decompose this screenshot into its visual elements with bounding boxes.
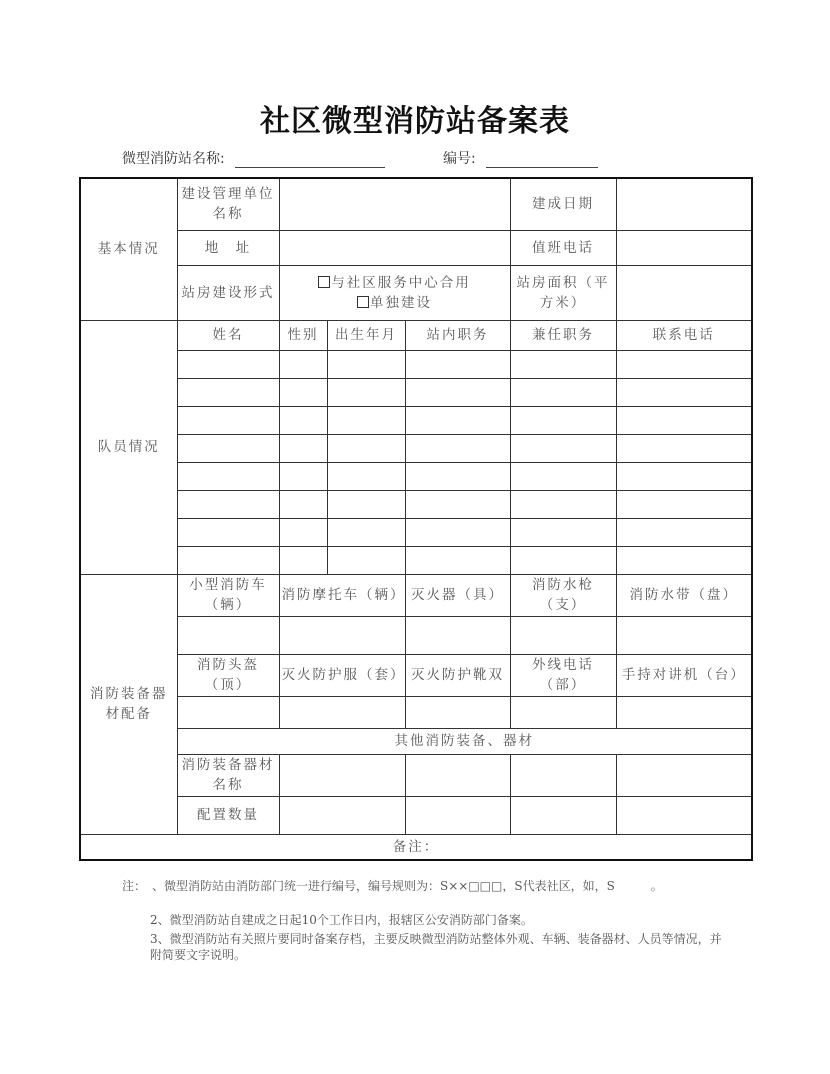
builder-label: 建设管理单位名称 bbox=[177, 178, 279, 230]
table-row bbox=[80, 434, 752, 462]
equip-label: 消防水枪（支） bbox=[510, 574, 616, 616]
remark-row[interactable]: 备注： bbox=[80, 834, 752, 860]
checkbox-icon[interactable] bbox=[357, 296, 369, 308]
equip-label: 消防头盔（顶） bbox=[177, 654, 279, 696]
station-name-label: 微型消防站名称: bbox=[122, 151, 225, 167]
builder-value[interactable] bbox=[279, 178, 510, 230]
filing-table bbox=[79, 177, 753, 861]
option-shared[interactable] bbox=[282, 273, 508, 293]
quantity-label: 配置数量 bbox=[177, 796, 279, 834]
members-section-label: 队员情况 bbox=[80, 320, 177, 574]
build-date-value[interactable] bbox=[616, 178, 752, 230]
equip-label: 小型消防车（辆） bbox=[177, 574, 279, 616]
col-name: 姓名 bbox=[177, 320, 279, 350]
equipment-section-label: 消防装备器材配备 bbox=[80, 574, 177, 834]
table-row bbox=[80, 350, 752, 378]
number-label: 编号: bbox=[443, 151, 476, 167]
basic-section-label: 基本情况 bbox=[80, 178, 177, 320]
table-row bbox=[80, 378, 752, 406]
other-name-label: 消防装备器材名称 bbox=[177, 754, 279, 796]
equip-label: 手持对讲机（台） bbox=[616, 654, 752, 696]
equip-label: 灭火防护服（套） bbox=[279, 654, 405, 696]
table-row bbox=[80, 546, 752, 574]
number-field bbox=[443, 148, 598, 168]
equip-label: 外线电话（部） bbox=[510, 654, 616, 696]
note-2: 2、微型消防站自建成之日起10个工作日内，报辖区公安消防部门备案。 bbox=[150, 913, 533, 927]
area-label: 站房面积（平方米） bbox=[510, 265, 616, 320]
option-standalone[interactable] bbox=[282, 293, 508, 313]
equip-label: 消防摩托车（辆） bbox=[279, 574, 405, 616]
equip-value-row bbox=[80, 696, 752, 728]
form-label: 站房建设形式 bbox=[177, 265, 279, 320]
table-row bbox=[80, 518, 752, 546]
col-birth: 出生年月 bbox=[327, 320, 405, 350]
option-shared-label: 与社区服务中心合用 bbox=[331, 274, 471, 291]
equip-value-row bbox=[80, 616, 752, 654]
equip-label: 灭火防护靴双 bbox=[405, 654, 510, 696]
notes bbox=[122, 878, 722, 962]
station-name-blank[interactable] bbox=[235, 167, 385, 168]
col-gender: 性别 bbox=[279, 320, 327, 350]
checkbox-icon[interactable] bbox=[318, 276, 330, 288]
col-post: 站内职务 bbox=[405, 320, 510, 350]
other-equipment-header: 其他消防装备、器材 bbox=[177, 728, 752, 754]
equip-label: 消防水带（盘） bbox=[616, 574, 752, 616]
option-standalone-label: 单独建设 bbox=[370, 294, 433, 311]
note-3: 3、微型消防站有关照片要同时备案存档，主要反映微型消防站整体外观、车辆、装备器材、人员等情况，并附简要文字说明。 bbox=[150, 932, 722, 962]
col-other-post: 兼任职务 bbox=[510, 320, 616, 350]
form-options bbox=[279, 265, 510, 320]
address-label: 地 址 bbox=[177, 230, 279, 265]
page-title: 社区微型消防站备案表 bbox=[260, 104, 570, 139]
col-phone: 联系电话 bbox=[616, 320, 752, 350]
build-date-label: 建成日期 bbox=[510, 178, 616, 230]
table-row bbox=[80, 462, 752, 490]
table-row bbox=[80, 406, 752, 434]
table-row bbox=[80, 490, 752, 518]
duty-phone-value[interactable] bbox=[616, 230, 752, 265]
address-value[interactable] bbox=[279, 230, 510, 265]
area-value[interactable] bbox=[616, 265, 752, 320]
number-blank[interactable] bbox=[486, 167, 598, 168]
station-name-field bbox=[122, 148, 385, 168]
note-1: 注： 、微型消防站由消防部门统一进行编号，编号规则为：S××□□□，S代表社区，如，S 。 bbox=[122, 879, 663, 893]
equip-label: 灭火器（具） bbox=[405, 574, 510, 616]
duty-phone-label: 值班电话 bbox=[510, 230, 616, 265]
